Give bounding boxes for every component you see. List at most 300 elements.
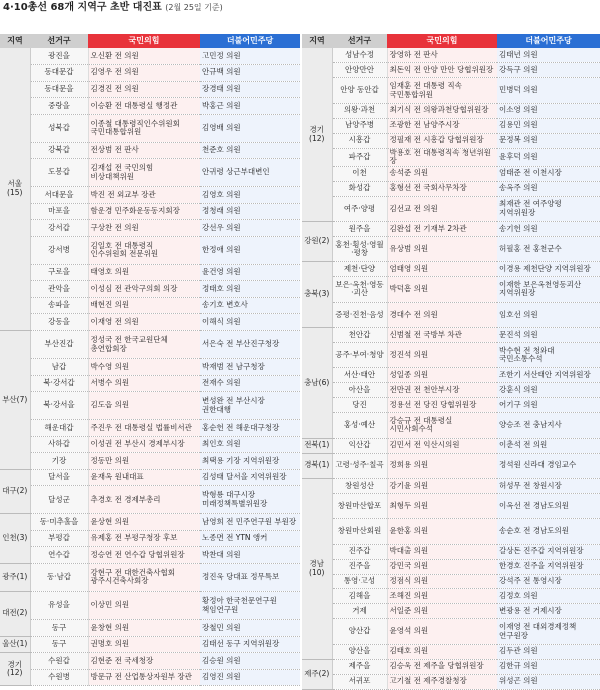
ppp-candidate-cell: 정필재 전 시흥갑 당협위원장 [387, 133, 497, 148]
header-dpk: 더불어민주당 [200, 34, 300, 48]
dpk-candidate-cell: 이경용 제천단양 지역위원장 [497, 262, 600, 277]
ppp-candidate-cell: 고기철 전 제주경찰청장 [387, 674, 497, 689]
table-row [0, 653, 300, 670]
dpk-candidate-cell: 이옥선 전 경남도의원 [497, 493, 600, 518]
dpk-candidate-cell: 남영희 전 민주연구원 부원장 [200, 514, 300, 531]
district-cell: 파주갑 [332, 148, 387, 166]
table-row [302, 383, 600, 398]
district-cell: 이천 [332, 166, 387, 181]
table-row [0, 591, 300, 619]
header-region: 지역 [0, 34, 30, 48]
dpk-candidate-cell: 안규백 의원 [200, 65, 300, 82]
ppp-candidate-cell: 박덕흠 의원 [387, 277, 497, 302]
region-cell: 울산(1) [0, 636, 30, 653]
dpk-candidate-cell: 이재영 전 대외경제정책 연구원장 [497, 619, 600, 644]
district-cell: 동대문갑 [30, 65, 88, 82]
ppp-candidate-cell: 김선교 전 의원 [387, 196, 497, 221]
district-cell: 김해을 [332, 589, 387, 604]
table-row [302, 674, 600, 689]
district-cell: 강서갑 [30, 220, 88, 237]
ppp-candidate-cell: 배현진 의원 [88, 297, 200, 314]
ppp-candidate-cell: 윤영석 의원 [387, 619, 497, 644]
district-cell: 동·미추홀을 [30, 514, 88, 531]
district-cell: 송파을 [30, 297, 88, 314]
dpk-candidate-cell: 서은숙 전 부산진구청장 [200, 330, 300, 358]
table-row [0, 264, 300, 281]
table-row [302, 519, 600, 544]
district-cell: 강북갑 [30, 142, 88, 159]
district-cell: 동·남갑 [30, 563, 88, 591]
region-cell: 대전(2) [0, 591, 30, 636]
ppp-candidate-cell: 김재섭 전 국민의힘 비상대책위원 [88, 159, 200, 187]
ppp-candidate-cell: 강민국 의원 [387, 559, 497, 574]
table-row [302, 328, 600, 343]
table-row [302, 277, 600, 302]
district-cell: 구로을 [30, 264, 88, 281]
district-cell: 창원성산 [332, 478, 387, 493]
dpk-candidate-cell: 윤후덕 의원 [497, 148, 600, 166]
district-cell: 수원갑 [30, 653, 88, 670]
dpk-candidate-cell: 강득구 의원 [497, 63, 600, 78]
table-row [302, 619, 600, 644]
table-row [0, 48, 300, 65]
table-row [302, 166, 600, 181]
table-row [302, 398, 600, 413]
dpk-candidate-cell: 정진욱 당대표 정무특보 [200, 563, 300, 591]
table-row [302, 478, 600, 493]
table-row [0, 620, 300, 637]
table-row [302, 262, 600, 277]
ppp-candidate-cell: 전상범 전 판사 [88, 142, 200, 159]
dpk-candidate-cell: 박형룡 대구시장 미래정책특별위원장 [200, 486, 300, 514]
table-row [0, 330, 300, 358]
table-row [0, 142, 300, 159]
district-cell: 제주을 [332, 659, 387, 674]
table-row [302, 118, 600, 133]
district-cell: 시흥갑 [332, 133, 387, 148]
region-cell: 충남(6) [302, 328, 332, 439]
district-cell: 서대문을 [30, 187, 88, 204]
dpk-candidate-cell: 김영배 의원 [200, 114, 300, 142]
ppp-candidate-cell: 최형두 의원 [387, 493, 497, 518]
dpk-candidate-cell: 천준호 의원 [200, 142, 300, 159]
ppp-candidate-cell: 이재영 전 의원 [88, 314, 200, 331]
region-cell: 경남(10) [302, 478, 332, 659]
table-row [0, 669, 300, 686]
dpk-candidate-cell: 어기구 의원 [497, 398, 600, 413]
district-cell: 동대문을 [30, 81, 88, 98]
dpk-candidate-cell: 김한규 의원 [497, 659, 600, 674]
header-district: 선거구 [30, 34, 88, 48]
table-row [302, 413, 600, 438]
dpk-candidate-cell: 김두관 의원 [497, 644, 600, 659]
dpk-candidate-cell: 이해식 의원 [200, 314, 300, 331]
dpk-candidate-cell: 갈상돈 진주갑 지역위원장 [497, 544, 600, 559]
ppp-candidate-cell: 유제홍 전 부평구청장 후보 [88, 530, 200, 547]
table-row [0, 514, 300, 531]
dpk-candidate-cell: 최택용 기장 지역위원장 [200, 453, 300, 470]
dpk-candidate-cell: 김정호 의원 [497, 589, 600, 604]
ppp-candidate-cell: 이종철 대통령직인수위원회 국민대통합위원 [88, 114, 200, 142]
district-cell: 남양주병 [332, 118, 387, 133]
table-row [0, 530, 300, 547]
district-cell: 홍천·횡성·영월·평창 [332, 236, 387, 261]
district-cell: 북·강서갑 [30, 375, 88, 392]
ppp-candidate-cell: 김도읍 의원 [88, 392, 200, 420]
table-row [0, 65, 300, 82]
ppp-candidate-cell: 이승환 전 대통령실 행정관 [88, 98, 200, 115]
table-row [0, 469, 300, 486]
district-cell: 보은·옥천·영동·괴산 [332, 277, 387, 302]
district-cell: 부산진갑 [30, 330, 88, 358]
table-row [0, 236, 300, 264]
dpk-candidate-cell: 변광용 전 거제시장 [497, 604, 600, 619]
table-row [0, 453, 300, 470]
district-cell: 서산·태안 [332, 368, 387, 383]
table-row [0, 392, 300, 420]
table-row [302, 302, 600, 327]
district-cell: 제천·단양 [332, 262, 387, 277]
dpk-candidate-cell: 윤건영 의원 [200, 264, 300, 281]
district-cell: 강서병 [30, 236, 88, 264]
table-row [302, 343, 600, 368]
table-row [302, 148, 600, 166]
table-row [0, 187, 300, 204]
table-row [0, 436, 300, 453]
district-cell: 중랑을 [30, 98, 88, 115]
ppp-candidate-cell: 최기식 전 의왕과천당협위원장 [387, 103, 497, 118]
district-cell: 당진 [332, 398, 387, 413]
table-row [0, 220, 300, 237]
dpk-candidate-cell: 안귀령 상근부대변인 [200, 159, 300, 187]
dpk-candidate-cell: 이재한 보은옥천영동괴산 지역위원장 [497, 277, 600, 302]
page-title [0, 0, 600, 16]
table-row [302, 544, 600, 559]
ppp-candidate-cell: 박용호 전 대통령직속 청년위원장 [387, 148, 497, 166]
district-cell: 기장 [30, 453, 88, 470]
district-cell: 도봉갑 [30, 159, 88, 187]
ppp-candidate-cell: 오신환 전 의원 [88, 48, 200, 65]
ppp-candidate-cell: 조해진 의원 [387, 589, 497, 604]
district-cell: 홍성·예산 [332, 413, 387, 438]
ppp-candidate-cell: 김완섭 전 기재부 2차관 [387, 222, 497, 237]
dpk-candidate-cell: 허성무 전 창원시장 [497, 478, 600, 493]
region-cell: 충북(3) [302, 262, 332, 328]
ppp-candidate-cell: 이상민 의원 [88, 591, 200, 619]
ppp-candidate-cell: 정점식 의원 [387, 574, 497, 589]
table-row [0, 636, 300, 653]
district-cell: 증평·진천·음성 [332, 302, 387, 327]
table-row [0, 359, 300, 376]
table-row [302, 644, 600, 659]
district-cell: 연수갑 [30, 547, 88, 564]
ppp-candidate-cell: 정진석 의원 [387, 343, 497, 368]
dpk-candidate-cell: 황정아 한국천문연구원 책임연구원 [200, 591, 300, 619]
district-cell: 여주·양평 [332, 196, 387, 221]
table-row [0, 420, 300, 437]
dpk-candidate-cell: 강훈식 의원 [497, 383, 600, 398]
district-cell: 의왕·과천 [332, 103, 387, 118]
district-cell: 진주을 [332, 559, 387, 574]
district-cell: 천안갑 [332, 328, 387, 343]
ppp-candidate-cell: 정성국 전 한국교원단체 총연합회장 [88, 330, 200, 358]
table-row [0, 547, 300, 564]
ppp-candidate-cell: 김태호 의원 [387, 644, 497, 659]
district-cell: 익산갑 [332, 438, 387, 453]
district-cell: 통영·고성 [332, 574, 387, 589]
ppp-candidate-cell: 추경호 전 경제부총리 [88, 486, 200, 514]
dpk-candidate-cell: 이춘석 전 의원 [497, 438, 600, 453]
dpk-candidate-cell: 고민정 의원 [200, 48, 300, 65]
table-row [0, 486, 300, 514]
ppp-candidate-cell: 조광한 전 남양주시장 [387, 118, 497, 133]
dpk-candidate-cell: 정청래 의원 [200, 203, 300, 220]
header-ppp: 국민의힘 [88, 34, 200, 48]
ppp-candidate-cell: 박진 전 외교부 장관 [88, 187, 200, 204]
table-row [302, 78, 600, 103]
dpk-candidate-cell: 송기헌 의원 [497, 222, 600, 237]
district-cell: 수원병 [30, 669, 88, 686]
district-cell: 양산갑 [332, 619, 387, 644]
ppp-candidate-cell: 윤한홍 의원 [387, 519, 497, 544]
left-table [0, 34, 300, 686]
dpk-candidate-cell: 박재범 전 남구청장 [200, 359, 300, 376]
ppp-candidate-cell: 강기윤 의원 [387, 478, 497, 493]
table-row [302, 196, 600, 221]
district-cell: 성남수정 [332, 48, 387, 63]
table-row [0, 114, 300, 142]
district-cell: 부평갑 [30, 530, 88, 547]
dpk-candidate-cell: 박찬대 의원 [200, 547, 300, 564]
table-row [0, 297, 300, 314]
district-cell: 양산을 [332, 644, 387, 659]
table-row [302, 574, 600, 589]
ppp-candidate-cell: 김현준 전 국세청장 [88, 653, 200, 670]
table-row [0, 81, 300, 98]
ppp-candidate-cell: 권명호 의원 [88, 636, 200, 653]
region-cell: 경북(1) [302, 453, 332, 478]
dpk-candidate-cell: 정석원 신라대 경임교수 [497, 453, 600, 478]
dpk-candidate-cell: 임호선 의원 [497, 302, 600, 327]
ppp-candidate-cell: 방문규 전 산업통상자원부 장관 [88, 669, 200, 686]
dpk-candidate-cell: 김영진 의원 [200, 669, 300, 686]
table-row [302, 181, 600, 196]
district-cell: 사하갑 [30, 436, 88, 453]
dpk-candidate-cell: 김용민 의원 [497, 118, 600, 133]
table-row [302, 589, 600, 604]
table-row [302, 559, 600, 574]
ppp-candidate-cell: 김영우 전 의원 [88, 65, 200, 82]
ppp-candidate-cell: 최돈익 전 안양 만안 당협위원장 [387, 63, 497, 78]
ppp-candidate-cell: 윤재옥 원내대표 [88, 469, 200, 486]
dpk-candidate-cell: 김영호 의원 [200, 187, 300, 204]
dpk-candidate-cell: 조한기 서산태안 지역위원장 [497, 368, 600, 383]
ppp-candidate-cell: 주진우 전 대통령실 법률비서관 [88, 420, 200, 437]
district-cell: 동구 [30, 636, 88, 653]
table-row [0, 159, 300, 187]
ppp-candidate-cell: 서병수 의원 [88, 375, 200, 392]
district-cell: 관악을 [30, 281, 88, 298]
district-cell: 진주갑 [332, 544, 387, 559]
dpk-candidate-cell: 송순호 전 경남도의원 [497, 519, 600, 544]
district-cell: 북·강서을 [30, 392, 88, 420]
dpk-candidate-cell: 박홍근 의원 [200, 98, 300, 115]
ppp-candidate-cell: 경대수 전 의원 [387, 302, 497, 327]
ppp-candidate-cell: 구상찬 전 의원 [88, 220, 200, 237]
dpk-candidate-cell: 변성완 전 부산시장 권한대행 [200, 392, 300, 420]
ppp-candidate-cell: 강승규 전 대통령실 시민사회수석 [387, 413, 497, 438]
region-cell: 광주(1) [0, 563, 30, 591]
header-dpk: 더불어민주당 [497, 34, 600, 48]
dpk-candidate-cell: 문정복 의원 [497, 133, 600, 148]
table-row [302, 659, 600, 674]
table-row [0, 281, 300, 298]
ppp-candidate-cell: 함운경 민주화운동동지회장 [88, 203, 200, 220]
header-district: 선거구 [332, 34, 387, 48]
table-row [302, 453, 600, 478]
dpk-candidate-cell: 전재수 의원 [200, 375, 300, 392]
region-cell: 부산(7) [0, 330, 30, 469]
district-cell: 원주을 [332, 222, 387, 237]
district-cell: 거제 [332, 604, 387, 619]
ppp-candidate-cell: 태영호 의원 [88, 264, 200, 281]
dpk-candidate-cell: 최재관 전 여주양평 지역위원장 [497, 196, 600, 221]
ppp-candidate-cell: 엄태영 의원 [387, 262, 497, 277]
region-cell: 대구(2) [0, 469, 30, 514]
ppp-candidate-cell: 윤창현 의원 [88, 620, 200, 637]
dpk-candidate-cell: 이소영 의원 [497, 103, 600, 118]
table-row [0, 203, 300, 220]
ppp-candidate-cell: 장영하 전 판사 [387, 48, 497, 63]
dpk-candidate-cell: 엄태준 전 이천시장 [497, 166, 600, 181]
district-cell: 공주·부여·청양 [332, 343, 387, 368]
table-row [302, 103, 600, 118]
district-cell: 화성갑 [332, 181, 387, 196]
region-cell: 전북(1) [302, 438, 332, 453]
ppp-candidate-cell: 임재훈 전 대통령 직속 국민통합위원 [387, 78, 497, 103]
title-text: 4·10총선 68개 지역구 초반 대진표 [3, 2, 162, 13]
ppp-candidate-cell: 전만권 전 천안부시장 [387, 383, 497, 398]
region-cell: 제주(2) [302, 659, 332, 689]
district-cell: 동구 [30, 620, 88, 637]
ppp-candidate-cell: 김민서 전 익산시의원 [387, 438, 497, 453]
district-cell: 아산을 [332, 383, 387, 398]
table-row [302, 438, 600, 453]
district-cell: 달서을 [30, 469, 88, 486]
right-table [302, 34, 600, 690]
ppp-candidate-cell: 박수영 의원 [88, 359, 200, 376]
ppp-candidate-cell: 김경진 전 의원 [88, 81, 200, 98]
table-row [302, 604, 600, 619]
dpk-candidate-cell: 위성곤 의원 [497, 674, 600, 689]
ppp-candidate-cell: 박대출 의원 [387, 544, 497, 559]
dpk-candidate-cell: 강석주 전 통영시장 [497, 574, 600, 589]
table-row [0, 314, 300, 331]
dpk-candidate-cell: 민병덕 의원 [497, 78, 600, 103]
district-cell: 안양 동안갑 [332, 78, 387, 103]
dpk-candidate-cell: 송기호 변호사 [200, 297, 300, 314]
ppp-candidate-cell: 송석준 의원 [387, 166, 497, 181]
header-ppp: 국민의힘 [387, 34, 497, 48]
table-row [0, 98, 300, 115]
region-cell: 인천(3) [0, 514, 30, 564]
region-cell: 경기(12) [302, 48, 332, 222]
district-cell: 강동을 [30, 314, 88, 331]
dpk-candidate-cell: 송옥주 의원 [497, 181, 600, 196]
district-cell: 광진을 [30, 48, 88, 65]
dpk-candidate-cell: 정태호 의원 [200, 281, 300, 298]
ppp-candidate-cell: 이성심 전 관악구의회 의장 [88, 281, 200, 298]
table-row [302, 222, 600, 237]
dpk-candidate-cell: 김태선 동구 지역위원장 [200, 636, 300, 653]
ppp-candidate-cell: 윤상현 의원 [88, 514, 200, 531]
ppp-candidate-cell: 홍형선 전 국회사무차장 [387, 181, 497, 196]
ppp-candidate-cell: 정동만 의원 [88, 453, 200, 470]
district-cell: 달성군 [30, 486, 88, 514]
dpk-candidate-cell: 허필홍 전 홍천군수 [497, 236, 600, 261]
table-row [302, 133, 600, 148]
table-row [302, 368, 600, 383]
ppp-candidate-cell: 서일준 의원 [387, 604, 497, 619]
dpk-candidate-cell: 장철민 의원 [200, 620, 300, 637]
dpk-candidate-cell: 강선우 의원 [200, 220, 300, 237]
district-cell: 남갑 [30, 359, 88, 376]
ppp-candidate-cell: 신범철 전 국방부 차관 [387, 328, 497, 343]
district-cell: 서귀포 [332, 674, 387, 689]
dpk-candidate-cell: 박수현 전 청와대 국민소통수석 [497, 343, 600, 368]
ppp-candidate-cell: 성일종 의원 [387, 368, 497, 383]
dpk-candidate-cell: 한경호 진주을 지역위원장 [497, 559, 600, 574]
dpk-candidate-cell: 노종면 전 YTN 앵커 [200, 530, 300, 547]
district-cell: 창원마산합포 [332, 493, 387, 518]
header-region: 지역 [302, 34, 332, 48]
table-row [302, 493, 600, 518]
dpk-candidate-cell: 양승조 전 충남지사 [497, 413, 600, 438]
table-row [0, 375, 300, 392]
district-cell: 마포을 [30, 203, 88, 220]
region-cell: 강원(2) [302, 222, 332, 262]
ppp-candidate-cell: 정희용 의원 [387, 453, 497, 478]
district-cell: 해운대갑 [30, 420, 88, 437]
table-row [302, 48, 600, 63]
ppp-candidate-cell: 정승연 전 연수갑 당협위원장 [88, 547, 200, 564]
dpk-candidate-cell: 김태년 의원 [497, 48, 600, 63]
ppp-candidate-cell: 김일호 전 대통령직 인수위원회 전문위원 [88, 236, 200, 264]
table-row [0, 563, 300, 591]
dpk-candidate-cell: 한정애 의원 [200, 236, 300, 264]
dpk-candidate-cell: 홍순헌 전 해운대구청장 [200, 420, 300, 437]
subtitle-text: (2월 25일 기준) [165, 3, 223, 12]
region-cell: 경기(12) [0, 653, 30, 686]
district-cell: 고령·성주·칠곡 [332, 453, 387, 478]
ppp-candidate-cell: 유상범 의원 [387, 236, 497, 261]
region-cell: 서울(15) [0, 48, 30, 330]
ppp-candidate-cell: 정용선 전 당진 당협위원장 [387, 398, 497, 413]
ppp-candidate-cell: 이성권 전 부산시 경제부시장 [88, 436, 200, 453]
ppp-candidate-cell: 강현구 전 대한건축사협회 광주시건축사회장 [88, 563, 200, 591]
ppp-candidate-cell: 김승욱 전 제주을 당협위원장 [387, 659, 497, 674]
dpk-candidate-cell: 최인호 의원 [200, 436, 300, 453]
dpk-candidate-cell: 김승원 의원 [200, 653, 300, 670]
district-cell: 안양만안 [332, 63, 387, 78]
table-row [302, 236, 600, 261]
district-cell: 유성을 [30, 591, 88, 619]
dpk-candidate-cell: 김성태 달서을 지역위원장 [200, 469, 300, 486]
district-cell: 창원마산회원 [332, 519, 387, 544]
district-cell: 성북갑 [30, 114, 88, 142]
dpk-candidate-cell: 장경태 의원 [200, 81, 300, 98]
dpk-candidate-cell: 문진석 의원 [497, 328, 600, 343]
